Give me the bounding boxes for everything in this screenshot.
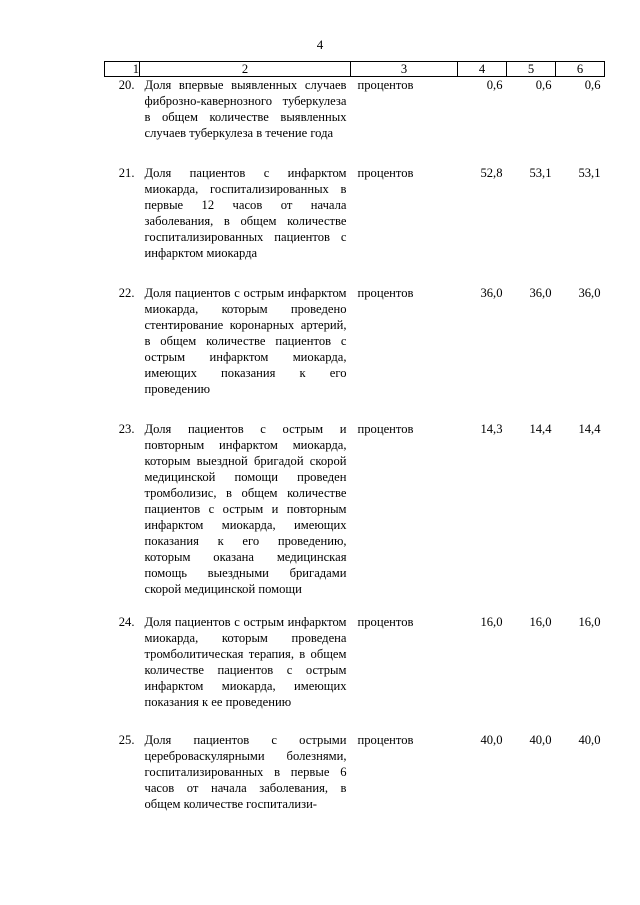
value-cell: 0,6 (486, 78, 503, 92)
value-cell: 14,3 (480, 422, 503, 436)
table-row (105, 165, 605, 285)
indicator-description: Доля пациентов с острыми цереброваскулярными болезнями, госпитализированных в первые 6 часов от начала заболевания, в общем количестве госпитализи- (144, 733, 347, 811)
value-cell: 16,0 (529, 615, 552, 629)
column-header: 3 (351, 62, 458, 77)
value-cell: 16,0 (480, 615, 503, 629)
unit-cell: процентов (357, 286, 414, 300)
value-cell: 40,0 (578, 733, 601, 747)
value-cell: 14,4 (529, 422, 552, 436)
row-number: 23. (118, 422, 135, 436)
unit-cell: процентов (357, 615, 414, 629)
column-header: 5 (507, 62, 556, 77)
column-header: 4 (458, 62, 507, 77)
unit-cell: процентов (357, 733, 414, 747)
unit-cell: процентов (357, 166, 414, 180)
column-header: 6 (556, 62, 605, 77)
value-cell: 36,0 (529, 286, 552, 300)
table-row (105, 614, 605, 732)
table-row (105, 732, 605, 812)
indicator-description: Доля пациентов с острым и повторным инфарктом миокарда, которым выездной бригадой скорой медицинской помощи проведен тромболизис, в общем количестве пациентов с острым и повторным инфарктом миокарда, имеющих показания к его проведению, которым оказана медицинская помощь выездными бригадами скорой медицинской помощи (144, 422, 347, 596)
column-header: 1 (105, 62, 140, 77)
value-cell: 40,0 (529, 733, 552, 747)
indicator-description: Доля пациентов с острым инфарктом миокарда, которым проведена тромболитическая терапия, в общем количестве пациентов с острым инфарктом миокарда, имеющих показания к ее проведению (144, 615, 347, 709)
indicator-description: Доля впервые выявленных случаев фиброзно-кавернозного туберкулеза в общем количестве выявленных случаев туберкулеза в течение года (144, 78, 347, 140)
row-number: 22. (118, 286, 135, 300)
table-header-row (105, 62, 605, 77)
indicator-description: Доля пациентов с инфарктом миокарда, госпитализированных в первые 12 часов от начала заболевания, в общем количестве госпитализированных пациентов с инфарктом миокарда (144, 166, 347, 260)
value-cell: 14,4 (578, 422, 601, 436)
table-row (105, 285, 605, 421)
unit-cell: процентов (357, 78, 414, 92)
value-cell: 0,6 (584, 78, 601, 92)
value-cell: 53,1 (578, 166, 601, 180)
row-number: 25. (118, 733, 135, 747)
unit-cell: процентов (357, 422, 414, 436)
value-cell: 52,8 (480, 166, 503, 180)
row-number: 21. (118, 166, 135, 180)
table-row (105, 421, 605, 614)
indicator-description: Доля пациентов с острым инфарктом миокарда, которым проведено стентирование коронарных артерий, в общем количестве пациентов с острым инфарктом миокарда, имеющих показания к его проведению (144, 286, 347, 396)
column-header: 2 (140, 62, 351, 77)
value-cell: 53,1 (529, 166, 552, 180)
table-row (105, 77, 605, 166)
value-cell: 36,0 (480, 286, 503, 300)
value-cell: 0,6 (535, 78, 552, 92)
row-number: 20. (118, 78, 135, 92)
page-number: 4 (316, 37, 324, 52)
value-cell: 40,0 (480, 733, 503, 747)
value-cell: 36,0 (578, 286, 601, 300)
row-number: 24. (118, 615, 135, 629)
value-cell: 16,0 (578, 615, 601, 629)
indicators-table (104, 61, 605, 812)
